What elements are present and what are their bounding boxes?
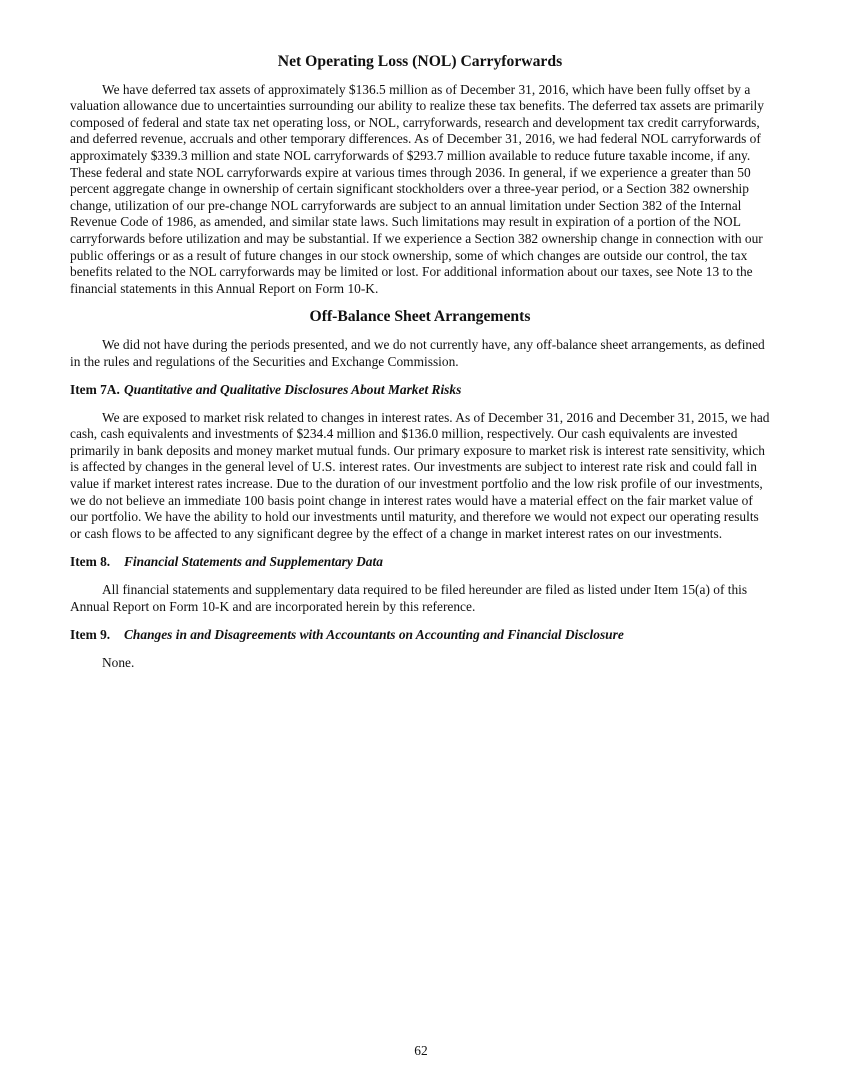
section-heading-off-balance: Off-Balance Sheet Arrangements <box>309 308 531 326</box>
section-heading-nol: Net Operating Loss (NOL) Carryforwards <box>277 53 563 70</box>
item-heading-9 <box>70 627 770 644</box>
paragraph-off-balance: We did not have during the periods presented, and we do not currently have, any off-balance sheet arrangements, as defined in the rules and regulations of the Securities and Exchange Commission. <box>70 336 765 369</box>
item-number-7a: Item 7A. <box>70 382 120 398</box>
document-page <box>70 54 770 671</box>
paragraph-item-7a: We are exposed to market risk related to changes in interest rates. As of December 31, 2016 and December 31, 2015, we had cash, cash equivalents and investments of $234.4 million and $136.0 million, respectively. Our cash equivalents are invested primarily in bank deposits and money market mutual funds. Our primary exposure to market risk is interest rate sensitivity, which is affected by changes in the general level of U.S. interest rates. Our investments are subject to interest rate risk and could fall in value if market interest rates increase. Due to the duration of our investment portfolio and the low risk profile of our investments, we do not believe an immediate 100 basis point change in interest rates would have a material effect on the fair market value of our portfolio. We have the ability to hold our investments until maturity, and therefore we would not expect our operating results or cash flows to be affected to any significant degree by the effect of a change in market interest rates on our investments. <box>70 409 770 541</box>
item-heading-7a <box>70 382 770 399</box>
item-number-9: Item 9. <box>70 627 111 643</box>
paragraph-nol: We have deferred tax assets of approximately $136.5 million as of December 31, 2016, which have been fully offset by a valuation allowance due to uncertainties surrounding our ability to realize these tax benefits. The deferred tax assets are primarily composed of federal and state tax net operating loss, or NOL, carryforwards, research and development tax credit carryforwards, and deferred revenue, accruals and other temporary differences. As of December 31, 2016, we had federal NOL carryforwards of approximately $339.3 million and state NOL carryforwards of $293.7 million available to reduce future taxable income, if any. These federal and state NOL carryforwards expire at various times through 2036. In general, if we experience a greater than 50 percent aggregate change in ownership of certain significant stockholders over a three-year period, or a Section 382 ownership change, utilization of our pre-change NOL carryforwards are subject to an annual limitation under Section 382 of the Internal Revenue Code of 1986, as amended, and similar state laws. Such limitations may result in expiration of a portion of the NOL carryforwards before utilization and may be substantial. If we experience a Section 382 ownership change in connection with our public offerings or as a result of future changes in our stock ownership, some of which changes are outside our control, the tax benefits related to the NOL carryforwards may be limited or lost. For additional information about our taxes, see Note 13 to the financial statements in this Annual Report on Form 10-K. <box>70 81 764 296</box>
page-number: 62 <box>414 1043 428 1058</box>
paragraph-item-8: All financial statements and supplementary data required to be filed hereunder are filed as listed under Item 15(a) of this Annual Report on Form 10-K and are incorporated herein by this reference. <box>70 582 748 614</box>
item-title-9: Changes in and Disagreements with Accountants on Accounting and Financial Disclosure <box>124 627 624 643</box>
paragraph-item-9: None. <box>102 654 135 670</box>
item-title-8: Financial Statements and Supplementary Data <box>124 554 383 570</box>
item-heading-8 <box>70 554 770 571</box>
item-number-8: Item 8. <box>70 554 111 570</box>
item-title-7a: Quantitative and Qualitative Disclosures About Market Risks <box>124 382 462 398</box>
